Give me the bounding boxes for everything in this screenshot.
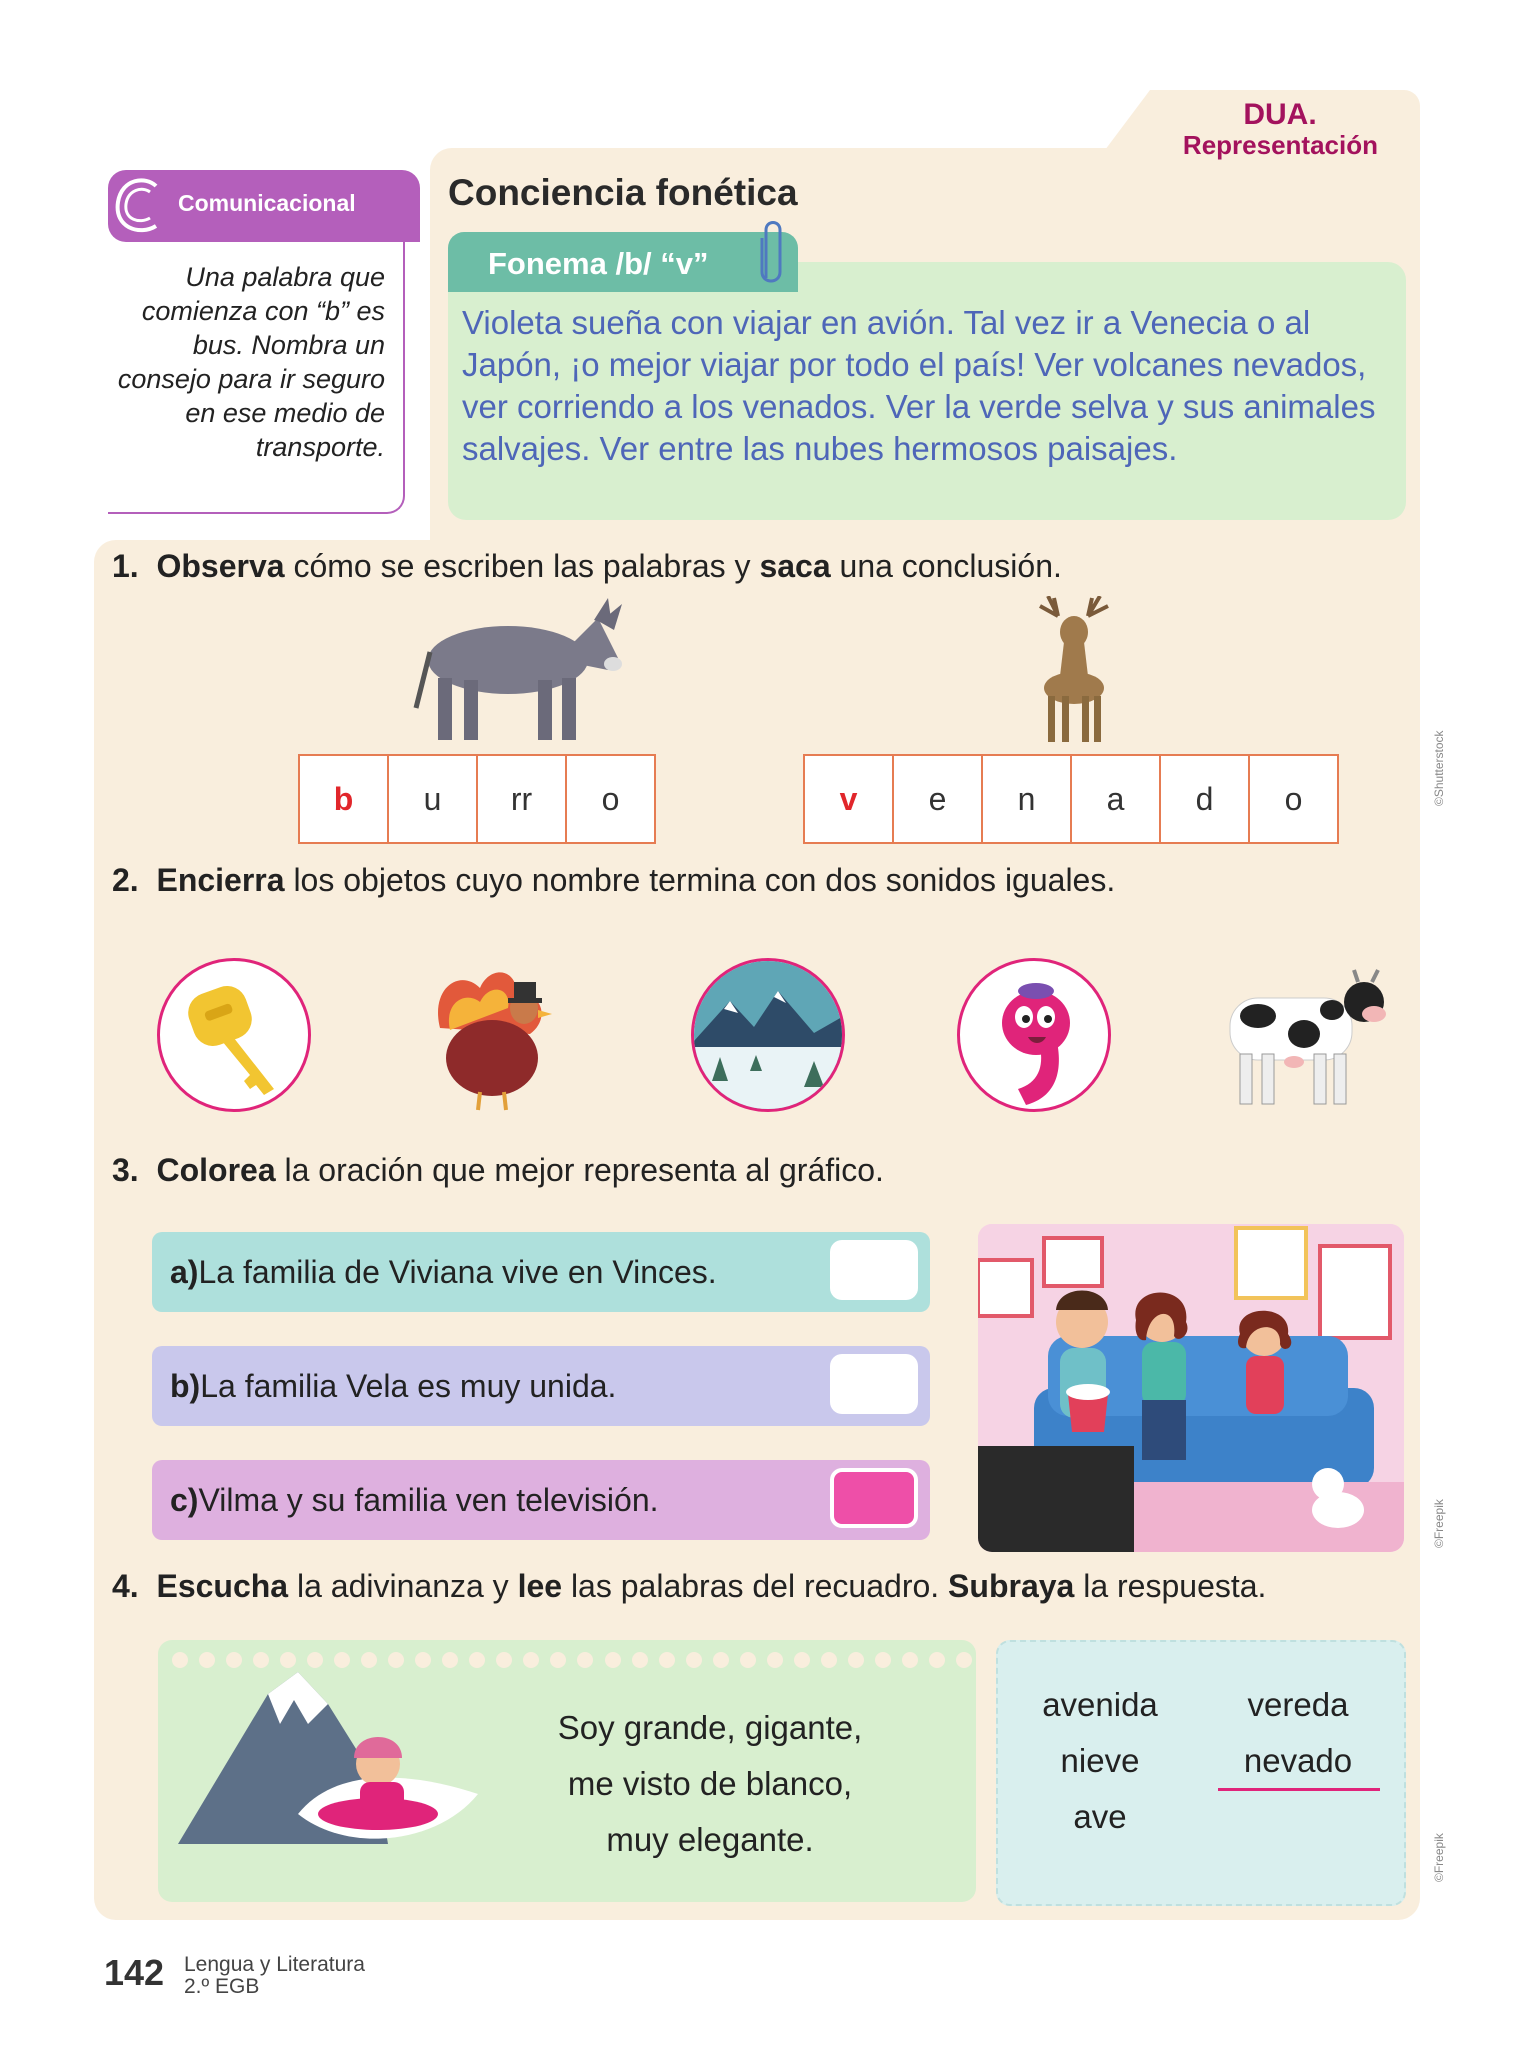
letter-cell: u: [389, 756, 478, 842]
option-letter: b): [170, 1367, 201, 1404]
notepad-hole: [577, 1652, 593, 1668]
ex4-verb1: Escucha: [156, 1568, 289, 1604]
letter-cell: n: [983, 756, 1072, 842]
snow-landscape-icon: [694, 961, 842, 1109]
cow-icon: [1214, 962, 1394, 1117]
ex2-rest: los objetos cuyo nombre termina con dos sonidos iguales.: [284, 862, 1116, 898]
ex3-number: 3.: [112, 1152, 139, 1188]
letter-cell: d: [1161, 756, 1250, 842]
letter-cell: b: [300, 756, 389, 842]
notepad-hole: [496, 1652, 512, 1668]
notepad-hole: [523, 1652, 539, 1668]
option-checkbox[interactable]: [830, 1354, 918, 1414]
notepad-hole: [632, 1652, 648, 1668]
letter-cell: o: [567, 756, 654, 842]
key-icon: [160, 961, 308, 1109]
ex2-number: 2.: [112, 862, 139, 898]
notepad-hole: [713, 1652, 729, 1668]
notepad-hole: [875, 1652, 891, 1668]
dua-subtitle: Representación: [1182, 130, 1378, 160]
option-b[interactable]: [152, 1346, 930, 1426]
phoneme-label: Fonema /b/ “v”: [488, 246, 709, 281]
credit-freepik-2: ©Freepik: [1432, 1833, 1446, 1882]
notepad-hole: [794, 1652, 810, 1668]
comunicacional-text: Una palabra que comienza con “b” es bus. Nombra un consejo para ir seguro en ese medio de transporte.: [117, 262, 385, 462]
ex2-verb: Encierra: [156, 862, 285, 898]
ex3-instruction: [112, 1152, 884, 1189]
nine-icon: [960, 961, 1108, 1109]
notepad-hole: [659, 1652, 675, 1668]
ex1-mid: cómo se escriben las palabras y: [284, 548, 760, 584]
comunicacional-label: Comunicacional: [178, 190, 356, 216]
letter-cell: rr: [478, 756, 567, 842]
ex1-instruction: [112, 548, 1062, 585]
reading-text: Violeta sueña con viajar en avión. Tal vez ir a Venecia o al Japón, ¡o mejor viajar por todo el país! Ver volcanes nevados, ver corriendo a los venados. Ver la verde selva y sus animales salvajes. Ver entre las nubes hermosos paisajes.: [462, 304, 1376, 467]
ex1-verb1: Observa: [156, 548, 285, 584]
word-ave[interactable]: ave: [1073, 1798, 1127, 1835]
ex1-number: 1.: [112, 548, 139, 584]
option-letter: c): [170, 1481, 199, 1518]
option-checkbox[interactable]: [830, 1468, 918, 1528]
mountain-sled-illustration: [178, 1664, 488, 1869]
comunicacional-icon: [110, 172, 168, 240]
option-letter: a): [170, 1253, 199, 1290]
notepad-hole: [956, 1652, 972, 1668]
key-circle[interactable]: [157, 958, 311, 1112]
ex1-end: una conclusión.: [830, 548, 1062, 584]
riddle-line: me visto de blanco,: [567, 1765, 853, 1802]
page-number: 142: [104, 1952, 165, 1993]
ex1-verb2: saca: [759, 548, 831, 584]
notepad-hole: [605, 1652, 621, 1668]
paperclip-icon: [756, 218, 786, 293]
word-venado: [803, 754, 1339, 844]
word-nevado[interactable]: nevado: [1243, 1742, 1353, 1779]
riddle-text: [520, 1700, 900, 1868]
ex4-verb3: Subraya: [948, 1568, 1075, 1604]
subject-name: Lengua y Literatura: [184, 1953, 365, 1976]
answer-underline: [1218, 1788, 1380, 1791]
ex4-end: la respuesta.: [1074, 1568, 1267, 1604]
family-tv-illustration: [978, 1224, 1404, 1552]
section-title: Conciencia fonética: [448, 172, 798, 213]
turkey-icon: [420, 958, 570, 1118]
grade-label: 2.º EGB: [184, 1975, 260, 1998]
credit-freepik-1: ©Freepik: [1432, 1499, 1446, 1548]
ex3-rest: la oración que mejor representa al gráfico.: [275, 1152, 884, 1188]
option-c[interactable]: [152, 1460, 930, 1540]
notepad-hole: [848, 1652, 864, 1668]
word-nieve[interactable]: nieve: [1060, 1742, 1140, 1779]
ex4-mid1: la adivinanza y: [288, 1568, 518, 1604]
riddle-line: muy elegante.: [606, 1821, 814, 1858]
notepad-hole: [902, 1652, 918, 1668]
notepad-hole: [686, 1652, 702, 1668]
deer-icon: [1018, 596, 1138, 751]
word-avenida[interactable]: avenida: [1042, 1686, 1158, 1723]
ex4-number: 4.: [112, 1568, 139, 1604]
riddle-line: Soy grande, gigante,: [557, 1709, 863, 1746]
letter-cell: a: [1072, 756, 1161, 842]
notepad-hole: [740, 1652, 756, 1668]
notepad-hole: [767, 1652, 783, 1668]
nine-circle[interactable]: [957, 958, 1111, 1112]
word-vereda[interactable]: vereda: [1247, 1686, 1349, 1723]
ex3-options: [152, 1232, 930, 1574]
ex4-mid2: las palabras del recuadro.: [562, 1568, 949, 1604]
notepad-hole: [821, 1652, 837, 1668]
notepad-hole: [929, 1652, 945, 1668]
option-text: La familia Vela es muy unida.: [200, 1367, 617, 1404]
letter-cell: e: [894, 756, 983, 842]
ex4-instruction: [112, 1568, 1266, 1605]
dua-title: DUA.: [1243, 98, 1317, 131]
option-checkbox[interactable]: [830, 1240, 918, 1300]
option-text: Vilma y su familia ven televisión.: [198, 1481, 659, 1518]
letter-cell: o: [1250, 756, 1337, 842]
ex3-verb: Colorea: [156, 1152, 276, 1188]
footer-subject: [184, 1954, 365, 1998]
option-text: La familia de Viviana vive en Vinces.: [198, 1253, 717, 1290]
option-a[interactable]: [152, 1232, 930, 1312]
letter-cell: v: [805, 756, 894, 842]
word-burro: [298, 754, 656, 844]
notepad-hole: [550, 1652, 566, 1668]
credit-shutterstock: ©Shutterstock: [1432, 730, 1446, 806]
ex4-verb2: lee: [517, 1568, 563, 1604]
snow-landscape-circle[interactable]: [691, 958, 845, 1112]
ex2-instruction: [112, 862, 1115, 899]
donkey-icon: [408, 598, 628, 753]
